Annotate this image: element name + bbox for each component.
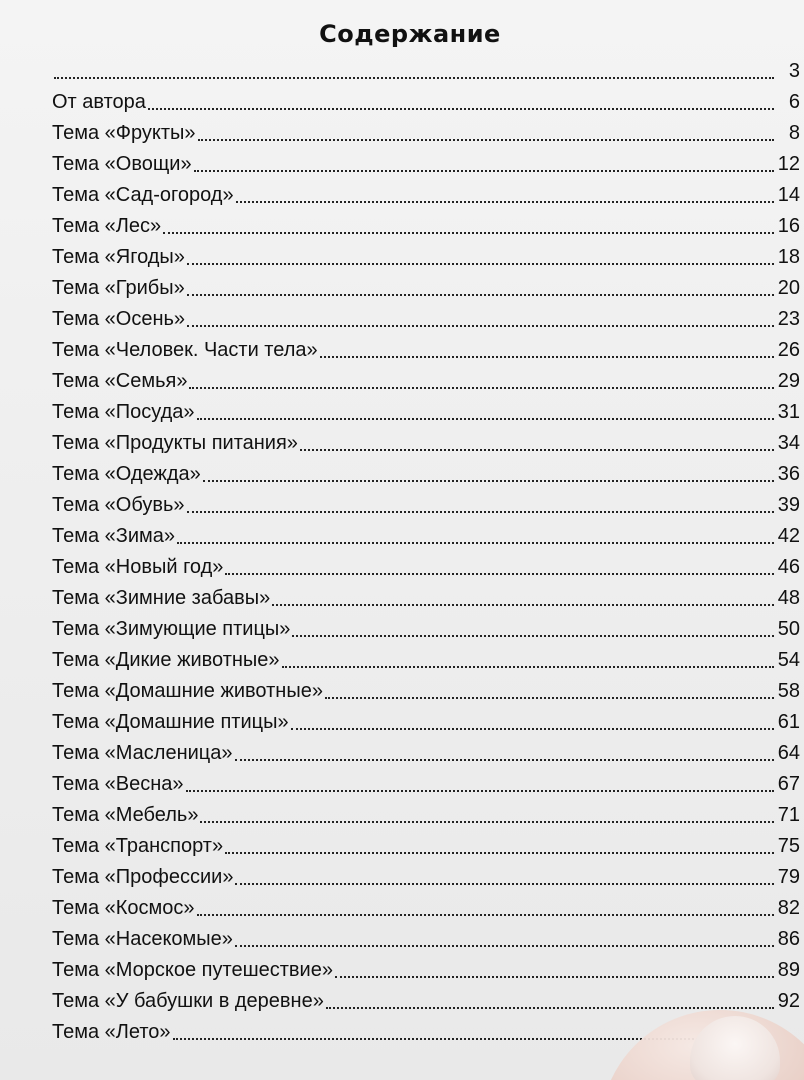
toc-entry [52, 335, 800, 366]
toc-entry-label: Тема «Продукты питания» [52, 432, 298, 454]
toc-leader-dots [187, 294, 774, 296]
toc-page-number: 14 [777, 184, 800, 206]
toc-page-number: 42 [777, 525, 800, 547]
toc-entry [52, 397, 800, 428]
toc-page-number: 58 [777, 680, 800, 702]
toc-page-number: 31 [777, 401, 800, 423]
toc-entry-label: Тема «Дикие животные» [52, 649, 280, 671]
toc-entry [52, 800, 800, 831]
toc-leader-dots [235, 945, 774, 947]
toc-page-number: 89 [777, 959, 800, 981]
toc-entry [52, 366, 800, 397]
toc-page-number: 39 [777, 494, 800, 516]
toc-entry-label: Тема «Посуда» [52, 401, 195, 423]
toc-page-number: 23 [777, 308, 800, 330]
toc-entry-label: Тема «Сад-огород» [52, 184, 234, 206]
toc-leader-dots [177, 542, 774, 544]
toc-page-number: 92 [777, 990, 800, 1012]
toc-entry-label: Тема «Весна» [52, 773, 184, 795]
toc-entry [52, 56, 800, 87]
toc-page-number: 3 [788, 60, 800, 82]
toc-entry-label: Тема «Морское путешествие» [52, 959, 333, 981]
toc-leader-dots [186, 790, 774, 792]
toc-entry [52, 645, 800, 676]
toc-entry-label: Тема «Космос» [52, 897, 195, 919]
toc-entry [52, 304, 800, 335]
toc-page-number: 34 [777, 432, 800, 454]
toc-leader-dots [335, 976, 774, 978]
toc-entry-label: Тема «Профессии» [52, 866, 234, 888]
toc-leader-dots [194, 170, 774, 172]
toc-leader-dots [300, 449, 774, 451]
toc-page-number: 48 [777, 587, 800, 609]
toc-leader-dots [292, 635, 774, 637]
toc-entry [52, 273, 800, 304]
toc-entry-label: Тема «Лес» [52, 215, 162, 237]
toc-entry [52, 428, 800, 459]
toc-entry [52, 769, 800, 800]
toc-leader-dots [197, 418, 774, 420]
toc-entry-label: Тема «Человек. Части тела» [52, 339, 318, 361]
toc-leader-dots [148, 108, 774, 110]
toc-leader-dots [291, 728, 774, 730]
toc-page-number: 82 [777, 897, 800, 919]
toc-leader-dots [272, 604, 774, 606]
toc-entry-label: Тема «Осень» [52, 308, 186, 330]
toc-page-number: 18 [777, 246, 800, 268]
toc-entry [52, 893, 800, 924]
toc-page-number: 20 [777, 277, 800, 299]
toc-leader-dots [203, 480, 774, 482]
toc-entry-label: Тема «Мебель» [52, 804, 199, 826]
toc-entry [52, 924, 800, 955]
toc-page-number: 8 [788, 122, 800, 144]
toc-entry [52, 149, 800, 180]
toc-page-number: 29 [777, 370, 800, 392]
toc-entry [52, 707, 800, 738]
toc-entry-label: Тема «Зимние забавы» [52, 587, 271, 609]
toc-page-number: 71 [777, 804, 800, 826]
table-of-contents [52, 56, 800, 1048]
toc-leader-dots [54, 77, 774, 79]
toc-page-number: 6 [788, 91, 800, 113]
toc-leader-dots [187, 263, 774, 265]
toc-entry [52, 583, 800, 614]
toc-leader-dots [163, 232, 774, 234]
toc-entry-label: Тема «Домашние птицы» [52, 711, 289, 733]
toc-leader-dots [282, 666, 774, 668]
toc-entry [52, 180, 800, 211]
toc-leader-dots [200, 821, 774, 823]
toc-entry [52, 614, 800, 645]
toc-leader-dots [235, 883, 774, 885]
toc-entry [52, 242, 800, 273]
toc-leader-dots [225, 852, 774, 854]
toc-entry [52, 211, 800, 242]
toc-entry [52, 87, 800, 118]
toc-entry-label: Тема «Семья» [52, 370, 188, 392]
toc-entry [52, 521, 800, 552]
toc-entry [52, 738, 800, 769]
toc-leader-dots [189, 387, 774, 389]
toc-leader-dots [225, 573, 774, 575]
toc-page-number: 12 [777, 153, 800, 175]
toc-entry-label: Тема «Транспорт» [52, 835, 224, 857]
toc-entry-label: Тема «Лето» [52, 1021, 171, 1043]
toc-entry-label: Тема «Ягоды» [52, 246, 185, 268]
toc-page-number: 16 [777, 215, 800, 237]
toc-leader-dots [235, 759, 775, 761]
toc-page-number: 36 [777, 463, 800, 485]
toc-entry-label: Тема «Зимующие птицы» [52, 618, 291, 640]
toc-leader-dots [320, 356, 774, 358]
toc-entry [52, 986, 800, 1017]
toc-entry-label: Тема «Фрукты» [52, 122, 196, 144]
toc-entry-label: Тема «Одежда» [52, 463, 201, 485]
toc-entry-label: Тема «Грибы» [52, 277, 185, 299]
toc-leader-dots [236, 201, 774, 203]
toc-page-number: 61 [777, 711, 800, 733]
toc-entry-label: Тема «Масленица» [52, 742, 233, 764]
toc-entry [52, 862, 800, 893]
toc-entry [52, 955, 800, 986]
toc-entry-label: Тема «Насекомые» [52, 928, 233, 950]
toc-leader-dots [198, 139, 774, 141]
toc-entry-label: Тема «Новый год» [52, 556, 224, 578]
toc-page-number: 79 [777, 866, 800, 888]
toc-entry-label: Тема «Овощи» [52, 153, 192, 175]
toc-page-number: 67 [777, 773, 800, 795]
toc-entry [52, 552, 800, 583]
toc-page-number: 64 [777, 742, 800, 764]
toc-page-number: 26 [777, 339, 800, 361]
toc-leader-dots [325, 697, 774, 699]
toc-entry [52, 459, 800, 490]
toc-entry [52, 676, 800, 707]
toc-page-number: 50 [777, 618, 800, 640]
toc-leader-dots [187, 511, 774, 513]
toc-leader-dots [197, 914, 774, 916]
toc-entry [52, 118, 800, 149]
toc-entry-label: Тема «Зима» [52, 525, 176, 547]
toc-entry-label: Тема «Домашние животные» [52, 680, 323, 702]
toc-page-number: 46 [777, 556, 800, 578]
toc-page-number: 75 [777, 835, 800, 857]
toc-entry [52, 831, 800, 862]
toc-leader-dots [187, 325, 774, 327]
toc-page-number: 86 [777, 928, 800, 950]
page-title: Содержание [319, 20, 501, 48]
toc-leader-dots [326, 1007, 774, 1009]
toc-entry [52, 490, 800, 521]
toc-entry-label: Тема «Обувь» [52, 494, 185, 516]
toc-entry-label: Тема «У бабушки в деревне» [52, 990, 324, 1012]
toc-entry-label: От автора [52, 91, 146, 113]
toc-page-number: 54 [777, 649, 800, 671]
